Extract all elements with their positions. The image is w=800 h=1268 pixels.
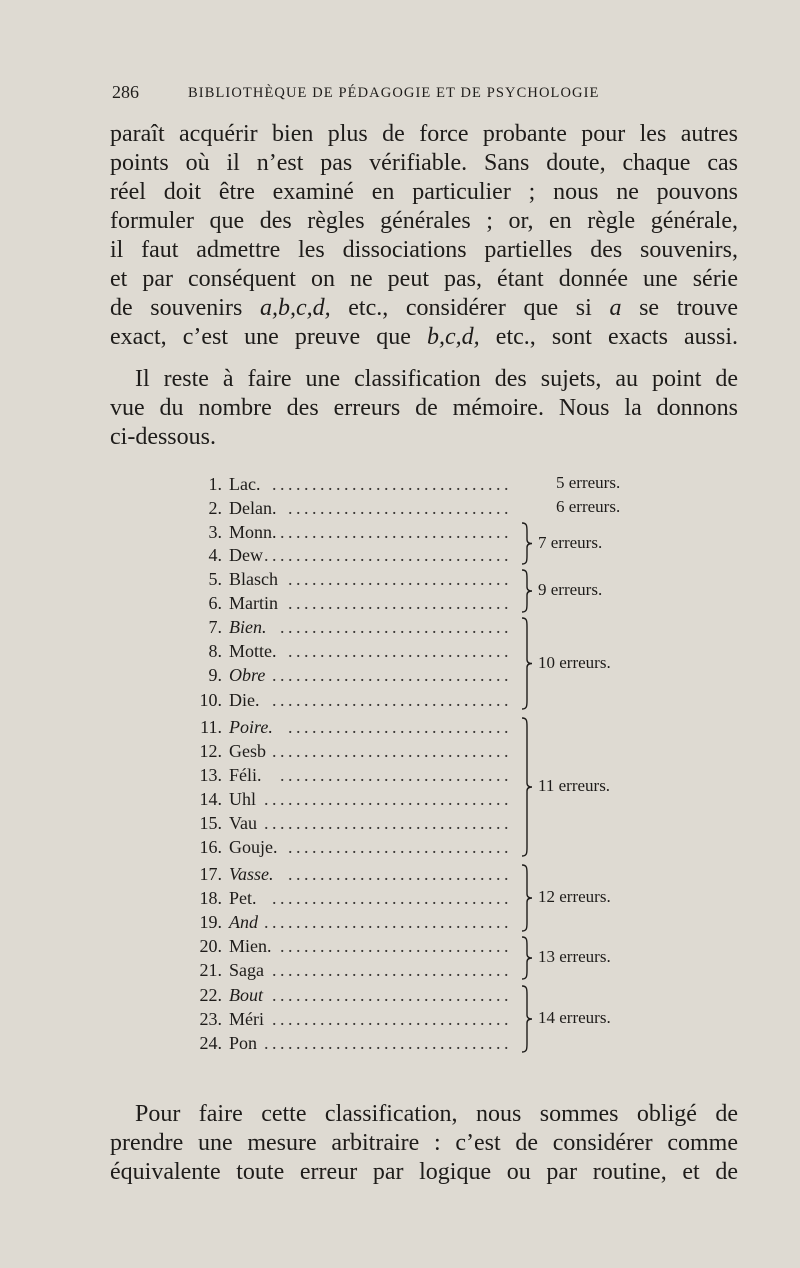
subject-name: Martin	[229, 593, 278, 613]
subject-number: 16.	[199, 837, 222, 857]
dot-leader: ............................	[288, 498, 512, 518]
dot-leader: ...............................	[264, 545, 512, 565]
italic-letter: a	[609, 295, 622, 321]
error-count-label: 10 erreurs.	[538, 652, 611, 672]
text-line: points où il n’est pas vérifiable. Sans doute, chaque cas	[110, 150, 738, 176]
subject-number: 18.	[199, 888, 222, 908]
dot-leader: ..............................	[272, 741, 512, 761]
subject-number: 22.	[199, 985, 222, 1005]
subject-name: Poire.	[229, 717, 273, 737]
text-line: exact, c’est une preuve que b,c,d, etc., sont exacts aussi.	[110, 324, 739, 350]
subject-name: Méri	[229, 1009, 264, 1029]
dot-leader: .............................	[280, 936, 512, 956]
text-line: Il reste à faire une classification des sujets, au point de	[135, 366, 738, 392]
running-header	[112, 82, 668, 106]
group-brace	[520, 567, 534, 615]
subject-name: Lac.	[229, 474, 261, 494]
subject-number: 17.	[199, 864, 222, 884]
error-count-label: 5 erreurs.	[556, 473, 621, 492]
subject-row	[186, 715, 512, 739]
subject-name: Pon	[229, 1033, 258, 1053]
error-count-label: 13 erreurs.	[538, 947, 611, 966]
dot-leader: ............................	[288, 864, 512, 884]
subject-row	[186, 739, 512, 763]
subject-row	[186, 639, 512, 663]
subject-row	[186, 787, 512, 811]
subject-name: Die.	[229, 690, 260, 710]
italic-letters: a,b,c,d,	[259, 295, 331, 321]
subject-name: Uhl	[229, 789, 256, 809]
group-brace	[520, 862, 534, 934]
subject-name: Gouje.	[229, 837, 278, 857]
dot-leader: ...............................	[264, 813, 512, 833]
text-line: il faut admettre les dissociations partielles des souvenirs,	[110, 237, 738, 263]
subject-row	[186, 910, 512, 934]
subject-row	[186, 663, 512, 687]
subject-row	[186, 472, 512, 496]
text-line: paraît acquérir bien plus de force probante pour les autres	[110, 121, 738, 147]
subject-number: 10.	[199, 690, 222, 710]
dot-leader: ..............................	[272, 985, 512, 1005]
subject-number: 14.	[199, 789, 222, 809]
subject-name: Bout	[229, 985, 263, 1005]
dot-leader: ..............................	[272, 690, 512, 710]
group-brace	[520, 983, 534, 1055]
group-brace	[520, 934, 534, 982]
text-line: ci-dessous.	[110, 424, 216, 450]
subject-row	[186, 934, 512, 958]
dot-leader: .............................	[280, 617, 512, 637]
subject-number: 3.	[208, 522, 222, 542]
group-brace	[520, 615, 534, 712]
dot-leader: ............................	[288, 569, 512, 589]
subject-number: 23.	[199, 1009, 222, 1029]
subject-name: Motte.	[229, 641, 277, 661]
dot-leader: ............................	[288, 593, 512, 613]
subject-name: Vasse.	[229, 864, 274, 884]
text-line: réel doit être examiné en particulier ; nous ne pouvons	[110, 179, 738, 205]
subject-name: Bien.	[229, 617, 267, 637]
subject-number: 13.	[199, 765, 222, 785]
text-line: équivalente toute erreur par logique ou par routine, et de	[110, 1159, 738, 1185]
subject-name: Pet.	[229, 888, 257, 908]
subject-name: Vau	[229, 813, 257, 833]
paragraph-1	[110, 120, 738, 352]
italic-letters: b,c,d,	[427, 324, 480, 350]
dot-leader: ..............................	[272, 1009, 512, 1029]
error-count-label: 12 erreurs.	[538, 887, 611, 906]
paragraph-3	[110, 1100, 738, 1187]
subject-row	[186, 543, 512, 567]
dot-leader: ...............................	[264, 789, 512, 809]
dot-leader: ............................	[288, 641, 512, 661]
subject-row	[186, 567, 512, 591]
text-line: formuler que des règles générales ; or, en règle générale,	[110, 208, 738, 234]
subject-number: 2.	[208, 498, 222, 518]
dot-leader: ..............................	[272, 960, 512, 980]
subject-row	[186, 835, 512, 859]
subject-row	[186, 958, 512, 982]
subject-number: 20.	[199, 936, 222, 956]
error-count-label: 7 erreurs.	[538, 532, 603, 552]
subject-name: Dew	[229, 545, 263, 565]
subject-row	[186, 688, 512, 712]
subject-number: 8.	[208, 641, 222, 661]
dot-leader: ...............................	[264, 912, 512, 932]
text-line: vue du nombre des erreurs de mémoire. Nous la donnons	[110, 395, 738, 421]
subject-name: Gesb	[229, 741, 266, 761]
subject-number: 4.	[208, 545, 222, 565]
dot-leader: ............................	[288, 717, 512, 737]
subject-name: Blasch	[229, 569, 278, 589]
text-line: prendre une mesure arbitraire : c’est de considérer comme	[110, 1130, 738, 1156]
subject-name: Delan.	[229, 498, 277, 518]
group-brace	[520, 520, 534, 567]
dot-leader: .............................	[280, 765, 512, 785]
error-count-label: 11 erreurs.	[538, 776, 611, 795]
dot-leader: .............................	[280, 522, 512, 542]
subject-row	[186, 983, 512, 1007]
subject-row	[186, 615, 512, 639]
text-line: Pour faire cette classification, nous sommes obligé de	[135, 1101, 738, 1127]
subject-name: Saga	[229, 960, 264, 980]
error-classification-table	[186, 472, 666, 1082]
subject-row	[186, 1007, 512, 1031]
error-count-label: 14 erreurs.	[538, 1008, 611, 1027]
subject-row	[186, 886, 512, 910]
subject-row	[186, 1031, 512, 1055]
subject-row	[186, 811, 512, 835]
subject-number: 5.	[208, 569, 222, 589]
subject-row	[186, 520, 512, 544]
dot-leader: ..............................	[272, 474, 512, 494]
page-number: 286	[112, 82, 139, 102]
subject-number: 11.	[200, 717, 222, 737]
subject-name: And	[229, 912, 258, 932]
subject-row	[186, 763, 512, 787]
subject-row	[186, 862, 512, 886]
dot-leader: ............................	[288, 837, 512, 857]
text-line: de souvenirs a,b,c,d, etc., considérer que si a se trouve	[110, 295, 739, 321]
subject-name: Féli.	[229, 765, 262, 785]
subject-number: 21.	[199, 960, 222, 980]
subject-name: Obre	[229, 665, 266, 685]
subject-number: 7.	[208, 617, 222, 637]
dot-leader: ..............................	[272, 888, 512, 908]
subject-number: 1.	[208, 474, 222, 494]
dot-leader: ...............................	[264, 1033, 512, 1053]
error-count-label: 9 erreurs.	[538, 580, 603, 599]
running-title: BIBLIOTHÈQUE DE PÉDAGOGIE ET DE PSYCHOLOGIE	[188, 85, 600, 101]
error-count-label: 6 erreurs.	[556, 497, 621, 516]
subject-number: 15.	[199, 813, 222, 833]
subject-number: 12.	[199, 741, 222, 761]
text-line: et par conséquent on ne peut pas, étant donnée une série	[110, 266, 738, 292]
dot-leader: ..............................	[272, 665, 512, 685]
subject-name: Mien.	[229, 936, 272, 956]
subject-number: 9.	[208, 665, 222, 685]
subject-number: 24.	[199, 1033, 222, 1053]
subject-row	[186, 496, 512, 520]
group-brace	[520, 715, 534, 859]
paragraph-2	[110, 365, 738, 452]
subject-number: 19.	[199, 912, 222, 932]
subject-number: 6.	[208, 593, 222, 613]
subject-row	[186, 591, 512, 615]
subject-name: Monn.	[229, 522, 277, 542]
